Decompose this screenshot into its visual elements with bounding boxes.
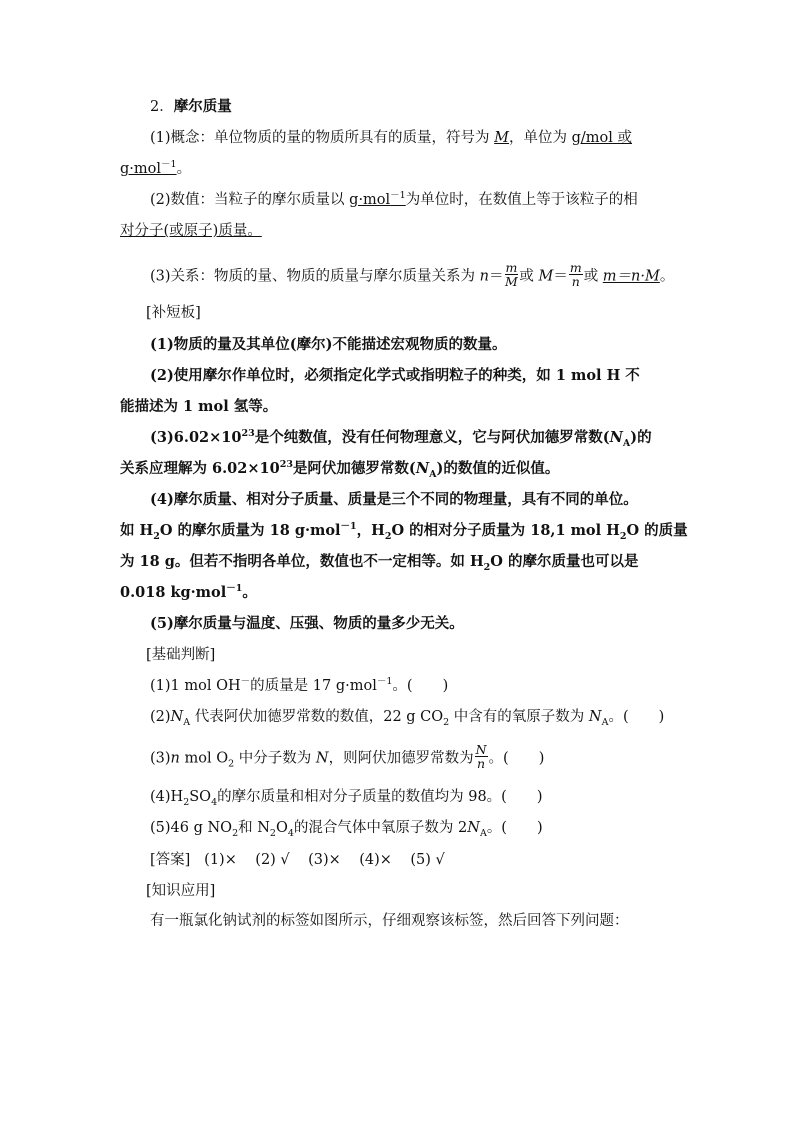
relation-formula: m＝n·M <box>602 268 660 285</box>
concept-text-c: 或 <box>612 130 633 146</box>
value-unit-exp: －1 <box>390 190 406 202</box>
answer-line <box>150 850 445 870</box>
q5-sub-1: 2 <box>232 827 239 839</box>
p4-l2-b: O 的摩尔质量为 18 g·mol <box>159 522 341 539</box>
q5-N: N <box>467 820 480 836</box>
relation-text: ：物质的量、物质的质量与摩尔质量关系为 <box>199 268 480 285</box>
fraction-1-numerator: m <box>505 260 518 275</box>
concept-line-1 <box>150 128 632 148</box>
q3-fraction-denominator: n <box>477 756 486 771</box>
q2-N-2: N <box>588 709 602 725</box>
q4-sub-2: 4 <box>211 796 218 808</box>
p4-l2-c: ，H <box>356 522 385 539</box>
q2-c: 中含有的氧原子数为 <box>449 709 589 725</box>
q3-open-paren: 。( <box>488 750 509 767</box>
p4-l2-d: O 的相对分子质量为 18,1 mol H <box>391 522 620 539</box>
heading-number: 2． <box>150 99 174 115</box>
supplement-p2-line-2: 能描述为 1 mol 氢等。 <box>120 398 278 415</box>
value-text-a: ：当粒子的摩尔质量以 <box>199 192 350 208</box>
q5-N-sub: A <box>479 827 487 839</box>
relation-n: n <box>479 268 489 285</box>
q4-c: 的摩尔质量和相对分子质量的数值均为 98。( <box>217 789 507 805</box>
relation-or-2: 或 <box>583 268 603 285</box>
supplement-p3-line-1 <box>150 428 652 448</box>
p4-l2-exp: －1 <box>340 521 357 533</box>
answer-values: (1)× (2) √ (3)× (4)× (5) √ <box>204 852 445 868</box>
q5-a: (5)46 g NO <box>150 820 233 836</box>
p4-l4-a: 0.018 kg·mol <box>120 584 227 601</box>
q2-co2-sub: 2 <box>443 716 450 728</box>
supplement-tag: [补短板] <box>146 305 201 321</box>
supplement-p4-line-4 <box>120 583 257 603</box>
fraction-2-numerator: m <box>569 260 582 275</box>
q4-a: (4)H <box>150 789 184 805</box>
q5-d: 的混合气体中氧原子数为 2 <box>293 820 468 836</box>
q3-o2-sub: 2 <box>228 758 235 770</box>
p4-l4-b: 。 <box>242 584 257 601</box>
relation-eq-1: ＝ <box>489 268 504 285</box>
q4-close-paren: ) <box>536 789 543 805</box>
concept-line-2 <box>120 159 191 179</box>
q3-b: mol O <box>179 750 229 767</box>
q2-N-sub: A <box>183 716 191 728</box>
q5-b: 和 N <box>238 820 270 836</box>
supplement-p4-line-2 <box>120 521 688 541</box>
concept-label: (1)概念： <box>150 130 215 146</box>
p3-l2-text-a: 关系应理解为 6.02×10 <box>120 460 280 477</box>
p4-l3-a: 为 18 g。但若不指明各单位，数值也不一定相等。如 H <box>120 553 484 570</box>
relation-eq-2: ＝ <box>553 268 568 285</box>
q3-d: ，则阿伏加德罗常数为 <box>328 750 474 767</box>
concept-end: 。 <box>176 161 192 177</box>
value-line-2 <box>120 221 262 241</box>
q4-b: SO <box>189 789 212 805</box>
value-line-1 <box>150 190 638 210</box>
p4-l4-exp: －1 <box>226 583 243 595</box>
q5-sub-2: 2 <box>269 827 276 839</box>
relation-label: (3)关系 <box>150 268 200 285</box>
concept-text-b: ，单位为 <box>509 130 572 146</box>
q5-c: O <box>275 820 288 836</box>
fraction-m-over-M <box>505 261 519 288</box>
value-text-line-2: 对分子(或原子)质量。 <box>120 223 262 239</box>
supplement-p3-line-2 <box>120 459 559 479</box>
q1-charge: － <box>240 676 251 688</box>
p4-l2-e: O 的质量 <box>626 522 688 539</box>
q1-close-paren: ) <box>442 678 449 694</box>
q2-N: N <box>170 709 184 725</box>
p3-l2-na: N <box>415 460 430 477</box>
judge-q5 <box>150 818 543 838</box>
relation-M: M <box>538 268 554 285</box>
q5-open-paren: 。( <box>486 820 507 836</box>
section-heading <box>150 97 232 117</box>
concept-symbol: M <box>494 130 510 146</box>
p3-na-sub: A <box>622 437 631 449</box>
application-text: 有一瓶氯化钠试剂的标签如图所示，仔细观察该标签，然后回答下列问题： <box>150 913 629 929</box>
q1-b: 的质量是 17 g·mol <box>250 678 377 694</box>
q5-sub-3: 4 <box>287 827 294 839</box>
p3-na: N <box>609 429 623 446</box>
p4-l2-sub-1: 2 <box>153 530 160 542</box>
q1-a: (1)1 mol OH <box>150 678 241 694</box>
value-label: (2)数值 <box>150 192 200 208</box>
p4-l2-sub-3: 2 <box>619 530 627 542</box>
answer-tag: [答案] <box>150 852 191 868</box>
supplement-p2-line-1: (2)使用摩尔作单位时，必须指定化学式或指明粒子的种类，如 1 mol H 不 <box>150 367 640 384</box>
judge-q3 <box>150 742 545 772</box>
fraction-1-denominator: M <box>505 274 518 289</box>
p4-l2-a: 如 H <box>120 522 154 539</box>
q2-N-sub-2: A <box>601 716 609 728</box>
concept-text: 单位物质的量的物质所具有的质量，符号为 <box>214 130 495 146</box>
q1-exp: －1 <box>376 676 393 688</box>
value-text-b: 为单位时，在数值上等于该粒子的相 <box>405 192 638 208</box>
application-tag: [知识应用] <box>146 883 216 899</box>
fraction-2-denominator: n <box>571 274 580 289</box>
supplement-p4-line-3 <box>120 552 638 572</box>
fraction-m-over-n <box>569 261 583 288</box>
p4-l3-b: O 的摩尔质量也可以是 <box>490 553 639 570</box>
q1-open-paren: 。( <box>392 678 413 694</box>
p3-text-c: )的 <box>630 429 652 446</box>
judge-q4 <box>150 787 543 807</box>
concept-unit-1: g/mol <box>571 130 613 146</box>
q5-close-paren: ) <box>536 820 543 836</box>
p3-exp: 23 <box>241 428 255 440</box>
relation-line <box>150 260 675 290</box>
relation-or-1: 或 <box>519 268 539 285</box>
concept-unit-2-exp: －1 <box>161 159 177 171</box>
q3-n: n <box>170 750 180 767</box>
q2-open-paren: 。( <box>608 709 629 725</box>
p4-l2-sub-2: 2 <box>384 530 392 542</box>
q4-sub-1: 2 <box>183 796 190 808</box>
p3-l2-text-c: )的数值的近似值。 <box>436 460 560 477</box>
judge-tag: [基础判断] <box>146 647 216 663</box>
q2-close-paren: ) <box>658 709 665 725</box>
p3-l2-text-b: 是阿伏加德罗常数( <box>292 460 416 477</box>
concept-unit-2 <box>120 161 177 177</box>
q3-a: (3) <box>150 750 171 767</box>
concept-unit-2-base: g·mol <box>120 161 162 177</box>
supplement-p5: (5)摩尔质量与温度、压强、物质的量多少无关。 <box>150 615 464 632</box>
q2-a: (2) <box>150 709 171 725</box>
heading-title: 摩尔质量 <box>173 98 232 115</box>
judge-q2 <box>150 707 664 727</box>
p3-text-b: 是个纯数值，没有任何物理意义，它与阿伏加德罗常数( <box>254 429 610 446</box>
q3-fraction-numerator: N <box>475 742 487 757</box>
value-unit <box>349 192 406 208</box>
p3-l2-exp: 23 <box>279 459 293 471</box>
q3-c: 中分子数为 <box>234 750 316 767</box>
q3-close-paren: ) <box>538 750 545 767</box>
judge-q1 <box>150 676 448 696</box>
q2-b: 代表阿伏加德罗常数的数值，22 g CO <box>190 709 444 725</box>
supplement-p1: (1)物质的量及其单位(摩尔)不能描述宏观物质的数量。 <box>150 336 507 353</box>
p3-text-a: (3)6.02×10 <box>150 429 242 446</box>
supplement-p4-line-1: (4)摩尔质量、相对分子质量、质量是三个不同的物理量，具有不同的单位。 <box>150 491 638 508</box>
q3-N: N <box>315 750 329 767</box>
p3-l2-na-sub: A <box>429 468 437 480</box>
relation-end: 。 <box>659 268 675 285</box>
p4-l3-sub: 2 <box>483 561 491 573</box>
value-unit-base: g·mol <box>349 192 391 208</box>
fraction-N-over-n <box>475 743 488 770</box>
